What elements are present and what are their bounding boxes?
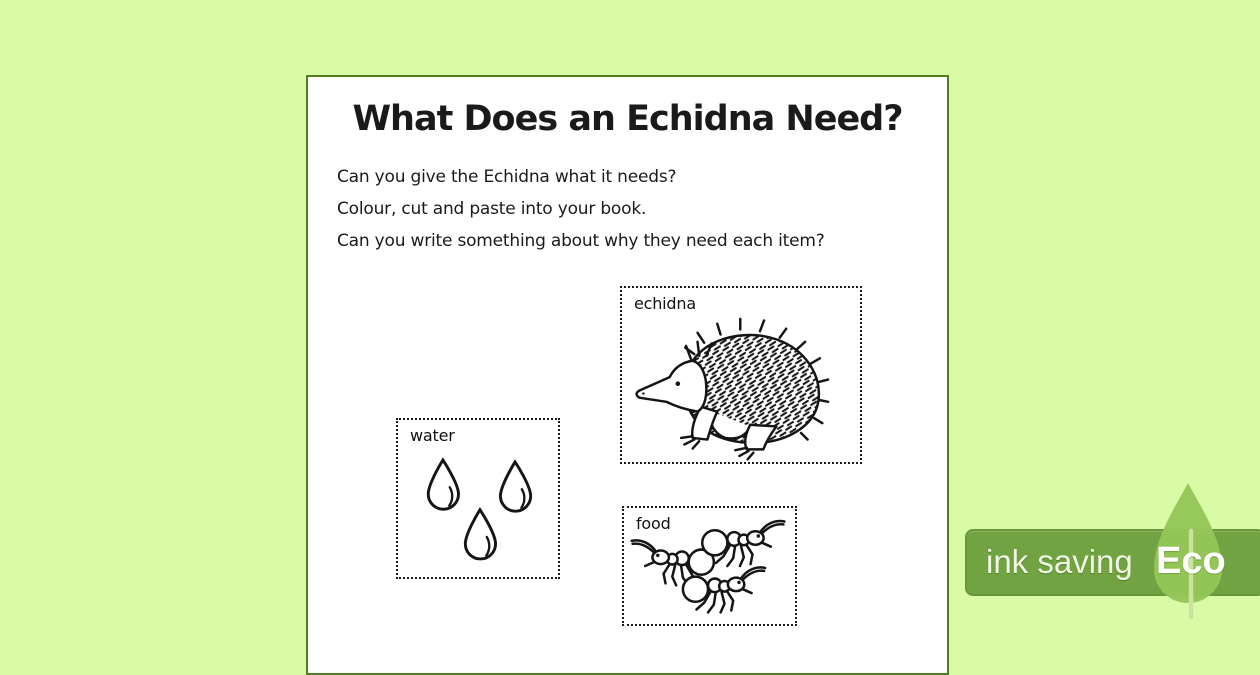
water-drop-icon <box>465 510 495 559</box>
instruction-line-1: Can you give the Echidna what it needs? <box>337 167 677 187</box>
worksheet-page <box>306 75 949 675</box>
eco-label: Eco <box>1156 540 1226 582</box>
cutout-label-water: water <box>410 426 455 445</box>
page-title: What Does an Echidna Need? <box>352 99 903 139</box>
instructions <box>337 161 825 257</box>
cutout-box-water <box>396 418 560 579</box>
echidna-drawing <box>622 288 860 462</box>
instruction-line-2: Colour, cut and paste into your book. <box>337 199 647 219</box>
water-drop-icon <box>500 462 530 511</box>
cutout-box-echidna <box>620 286 862 464</box>
water-drop-icon <box>428 460 458 509</box>
cutout-label-echidna: echidna <box>634 294 696 313</box>
cutout-box-food <box>622 506 797 626</box>
instruction-line-3: Can you write something about why they need each item? <box>337 231 825 251</box>
cutout-label-food: food <box>636 514 671 533</box>
ink-saving-label: ink saving <box>986 543 1133 580</box>
